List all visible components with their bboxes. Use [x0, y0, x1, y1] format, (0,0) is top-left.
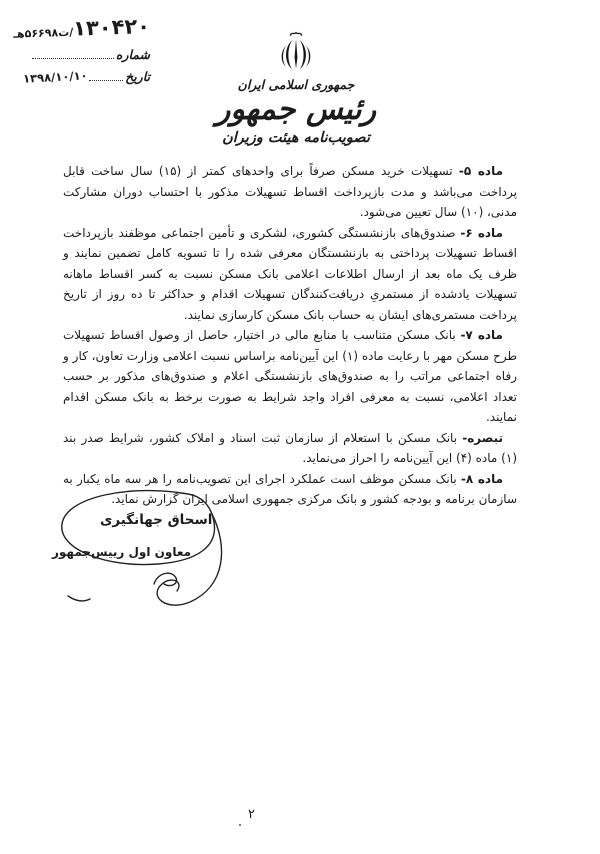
page-number: ۲ [248, 807, 255, 822]
article-8-text: بانک مسکن موظف است عملکرد اجرای این تصویب‌نامه را هر سه ماه یکبار به سازمان برنامه و بودجه کشور و بانک مرکزی جمهوری اسلامی ایران گزارش نماید. [63, 471, 517, 506]
handwritten-signature-icon [38, 484, 268, 634]
reference-number-suffix: /ت۵۶۶۹۸هـ [13, 25, 74, 41]
date-value: ۱۳۹۸/۱۰/۱۰ [22, 68, 88, 86]
article-7-lead: ماده ۷- [460, 328, 503, 342]
article-6-text: صندوق‌های بازنشستگی کشوری، لشکری و تأمین اجتماعی موظفند بازپرداخت اقساط تسهیلات پرداختی به بازنشستگان معرفی شده را تا تسویه کامل تضمین نمایند و ظرف یک ماه بعد از ارسال اطلاعات اعلامی بانک مسکن نسبت به کسر اقساط ماهانه تسهیلات یادشده از مستمریِ دریافت‌کنندگان تسهیلات اقدام و حداکثر تا ده روز از تاریخ پرداخت مستمری‌های ایشان به حساب بانک مسکن کارسازی نمایند. [63, 225, 517, 322]
document-body [63, 161, 517, 510]
article-6-lead: ماده ۶- [460, 225, 503, 240]
country-name: جمهوری اسلامی ایران [237, 77, 355, 92]
signer-title: معاون اول رییس‌جمهور [52, 545, 192, 559]
article-7-text: بانک مسکن متناسب با منابع مالی در اختیار، حاصل از وصول اقساط تسهیلات طرح مسکن مهر با رعایت ماده (۱) این آیین‌نامه براساس نسبت اعلامی وزارت تعاون، کار و رفاه اجتماعی مراتب را به صندوق‌های بازنشستگی اعلام و صندوق‌های مذکور بر حسب تعداد اعلامی، نسبت به معرفی افراد واجد شرایط به صورت برخط به بانک مسکن اقدام نمایند. [63, 328, 518, 424]
iran-emblem-icon [277, 28, 315, 74]
article-6 [63, 223, 517, 326]
signer-name: اسحاق جهانگیری [100, 512, 213, 528]
number-label: شماره [115, 47, 150, 62]
date-label: تاریخ [125, 69, 150, 84]
scan-artifact-dot [239, 824, 241, 826]
article-7 [63, 325, 517, 428]
note-text: بانک مسکن با استعلام از سازمان ثبت اسناد و املاک کشور، شرایط صدر بند (۱) ماده (۴) این آیین‌نامه را احراز می‌نماید. [63, 430, 517, 465]
signature-block [38, 484, 268, 634]
article-5-text: تسهیلات خرید مسکن صرفاً برای واحدهای کمتر از (۱۵) سال ساخت قابل پرداخت می‌باشد و مدت بازپرداخت اقساط تسهیلات مذکور با احتساب دوران مشارکت مدنی، (۱۰) سال تعیین می‌شود. [63, 164, 517, 219]
note-paragraph [63, 428, 517, 469]
reference-number-main: ۱۳۰۴۲۰ [72, 14, 151, 41]
article-5-lead: ماده ۵- [458, 164, 504, 178]
note-lead: تبصره- [462, 430, 503, 445]
document-type-title: تصویب‌نامه هیئت وزیران [222, 130, 370, 146]
office-title: رئیس جمهور [215, 92, 377, 127]
article-8-lead: ماده ۸- [460, 471, 504, 486]
article-5 [63, 161, 517, 223]
